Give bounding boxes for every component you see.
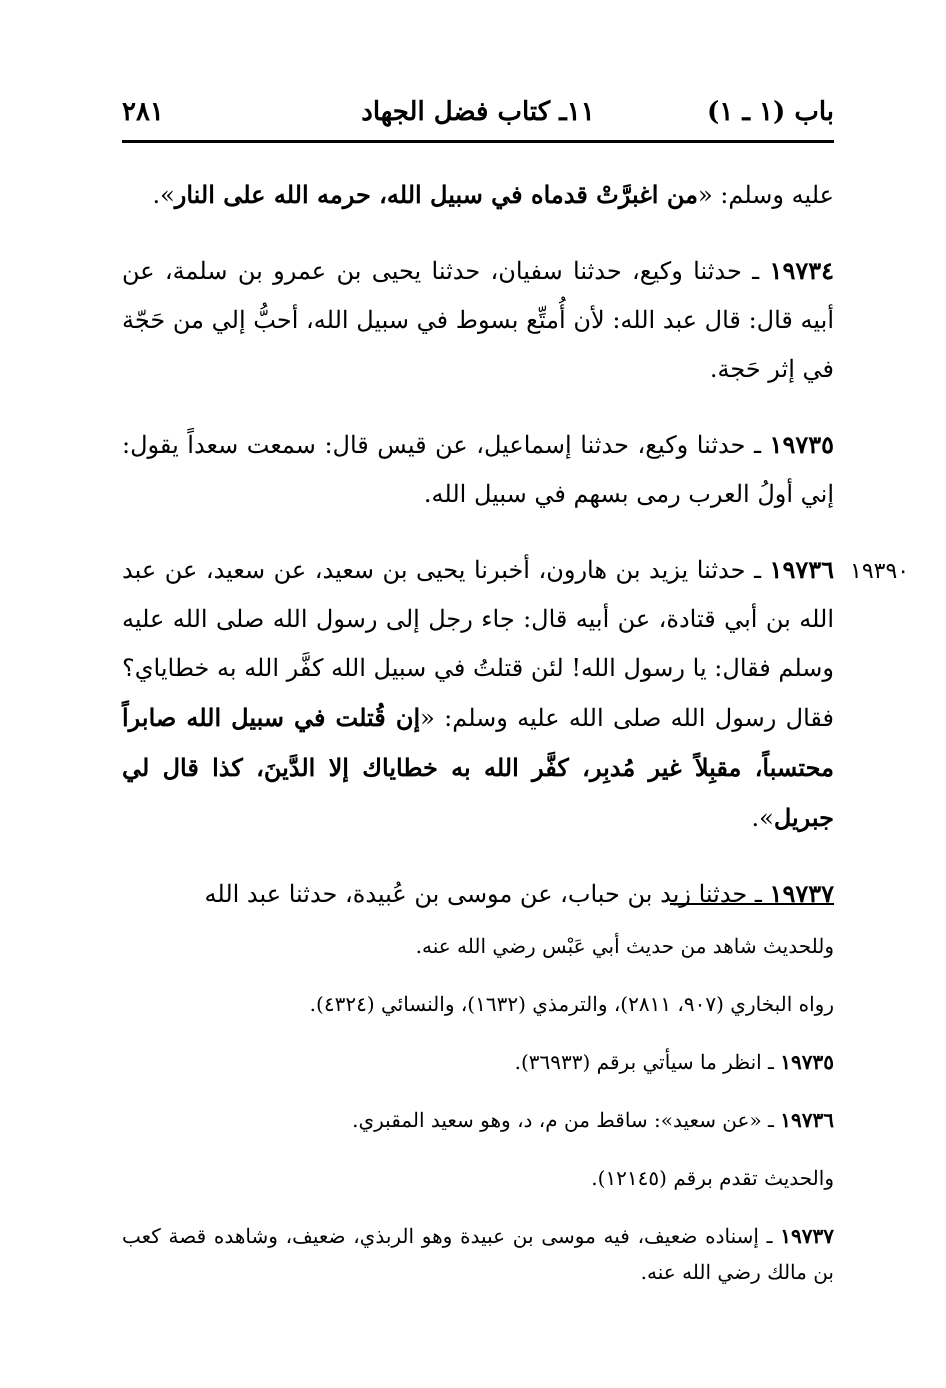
footnote: وللحديث شاهد من حديث أبي عَبْس رضي الله عنه. <box>415 934 834 958</box>
hadith-number: ١٩٧٣٧ <box>769 879 834 908</box>
paragraph-text: ـ حدثنا يزيد بن هارون، أخبرنا يحيى بن سعيد، عن سعيد، عن عبد الله بن أبي قتادة، عن أبيه قال: جاء رجل إلى رسول الله صلى الله عليه وسلم فقال: يا رسول الله! لئن قتلتُ في سبيل الله كفَّر الله به خطاياي؟ فقال رسول الله صلى الله عليه وسلم: « <box>122 556 834 732</box>
hadith-paragraph <box>122 420 834 519</box>
footnote <box>122 1218 834 1290</box>
hadith-quote: إن قُتلت في سبيل الله صابراً محتسباً، مقبِلاً غير مُدبِر، كفَّر الله به خطاياك إلا الدَّينَ، كذا قال لي جبريل <box>122 703 834 832</box>
footnote-separator <box>670 903 834 905</box>
hadith-paragraph <box>122 246 834 394</box>
footnote: والحديث تقدم برقم (١٢١٤٥). <box>591 1166 834 1190</box>
header-rule <box>122 140 834 143</box>
hadith-paragraph <box>122 869 834 919</box>
footnote-text: ـ انظر ما سيأتي برقم (٣٦٩٣٣). <box>514 1050 781 1074</box>
book-title: ١١ـ كتاب فضل الجهاد <box>361 97 595 127</box>
footnote <box>122 1102 834 1138</box>
running-header <box>122 90 834 134</box>
paragraph-text: ـ حدثنا وكيع، حدثنا إسماعيل، عن قيس قال: سمعت سعداً يقول: إني أولُ العرب رمى بسهم في سبيل الله. <box>122 431 834 508</box>
paragraph-text: ـ حدثنا زيد بن حباب، عن موسى بن عُبيدة، حدثنا عبد الله <box>204 880 770 908</box>
footnote-number: ١٩٧٣٧ <box>780 1224 834 1248</box>
hadith-number: ١٩٧٣٤ <box>769 256 834 285</box>
paragraph-text: ». <box>751 804 774 832</box>
paragraph-continuation <box>122 170 834 220</box>
footnote-number: ١٩٧٣٦ <box>780 1108 834 1132</box>
footnote-text: ـ «عن سعيد»: ساقط من م، د، وهو سعيد المقبري. <box>352 1108 781 1132</box>
hadith-number: ١٩٧٣٥ <box>769 430 834 459</box>
hadith-number: ١٩٧٣٦ <box>769 555 834 584</box>
footnote-text: ـ إسناده ضعيف، فيه موسى بن عبيدة وهو الربذي، ضعيف، وشاهده قصة كعب بن مالك رضي الله عنه. <box>122 1224 834 1284</box>
footnote <box>122 1044 834 1080</box>
footnotes <box>122 928 834 1300</box>
hadith-paragraph <box>122 545 834 843</box>
footnote-number: ١٩٧٣٥ <box>780 1050 834 1074</box>
hadith-quote: من اغبرَّتْ قدماه في سبيل الله، حرمه الله على النار <box>174 180 698 209</box>
main-text <box>122 170 834 945</box>
paragraph-text: عليه وسلم: « <box>697 181 834 209</box>
page-number: ٢٨١ <box>122 97 164 127</box>
margin-number: ١٩٣٩٠ <box>850 559 910 584</box>
footnote: رواه البخاري (٩٠٧، ٢٨١١)، والترمذي (١٦٣٢)، والنسائي (٤٣٢٤). <box>309 992 834 1016</box>
chapter-reference: باب (١ ـ ١) <box>707 97 834 127</box>
paragraph-text: ـ حدثنا وكيع، حدثنا سفيان، حدثنا يحيى بن عمرو بن سلمة، عن أبيه قال: قال عبد الله: لأن أُمتِّع بسوط في سبيل الله، أحبُّ إلي من حَجّة في إثر حَجة. <box>122 257 834 383</box>
paragraph-text: ». <box>152 181 175 209</box>
